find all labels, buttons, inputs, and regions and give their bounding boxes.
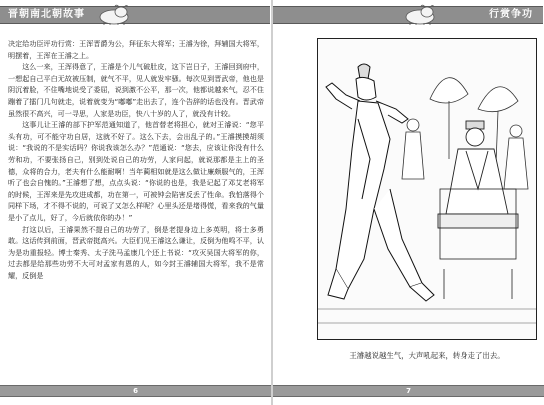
bull-ornament-icon — [97, 3, 131, 25]
story-illustration — [317, 38, 537, 340]
paragraph: 这么一来，王浑得意了，王濬是个儿气破肚皮，这下岂日子，王濬回到府中，一想起自己平白无故被压制，就气不平，见人就发牢骚。每次见到晋武帝，他也是阴沉着脸，不住嘴地说受了委屈，说到激不公平，那一次，他都说越来气，忍不住蹦着了擂门几句就走，说着就变为“嘟嘟”走出去了，连个告辞的话也没有。晋武帝虽然很不高兴，可一寻思，人家是功臣，快八十岁的人了，就没有计较。 — [8, 62, 264, 118]
paragraph: 打这以后，王濬果然不提自己的功劳了，倒是老提身边上多英明，将士多勇敢。这话传到前面，晋武帝挺高兴。大臣们见王濬这么谦让，反倒为他鸣不平，认为是功重报轻。博士秦秀、太子洗马孟康几个还上书说：“攻灭吴国大将军的你，过去都是给那些功劳不大可对孟家有恩的人，如今封王濬辅国大将军，我不是常耀，反倒是 — [8, 224, 264, 280]
left-footer-bar — [0, 385, 271, 397]
left-header-bar — [0, 6, 270, 24]
book-title: 晋朝南北朝故事 — [8, 9, 85, 20]
bull-ornament-icon — [403, 3, 437, 25]
right-page — [273, 0, 544, 405]
left-page — [0, 0, 271, 405]
page-number: 6 — [133, 387, 138, 395]
illustration-caption: 王濬越说越生气，大声吼起来，转身走了出去。 — [349, 351, 505, 360]
body-text — [8, 38, 264, 281]
paragraph: 决定给功臣评功行赏：王浑晋爵为公，拜征东大将军；王濬为徐，拜辅国大将军，明摆着，王浑在王濬之上。 — [8, 39, 264, 60]
paragraph: 这事儿让王濬的部下护军范通知道了，他首替老将担心，就对王濬说：“您平头有功，可不能守功自居，这就不好了。这么下去，会出乱子的。”王濬摸摸胡须说：“我说的不是实话吗？你说我该怎么办？”范通说：“您去，应该让你没有什么劳和功，不要张扬自己，别到处说自己的功劳，人家问起，就说那都是主上的圣德，众将的合力，老夫有什么能耐啊！当年蔺相如就是这么做让廉颇服气的，王浑听了也会自愧的。”王濬想了想，点点头说：“你说的也是，我是记起了邓艾老将军的时候，王浑来是先攻进成都，功在第一，可被钟会陷害反丢了性命。我怕落得个同样下场，才不得不说的，可说了又怎么样呢？心里头还是堵得慌，看来我的气量是小了点儿，好了，今后就依你的办！” — [8, 120, 264, 222]
page-number: 7 — [406, 387, 411, 395]
right-header-bar — [273, 6, 543, 24]
chapter-title: 行赏争功 — [489, 9, 533, 20]
right-footer-bar — [273, 385, 544, 397]
